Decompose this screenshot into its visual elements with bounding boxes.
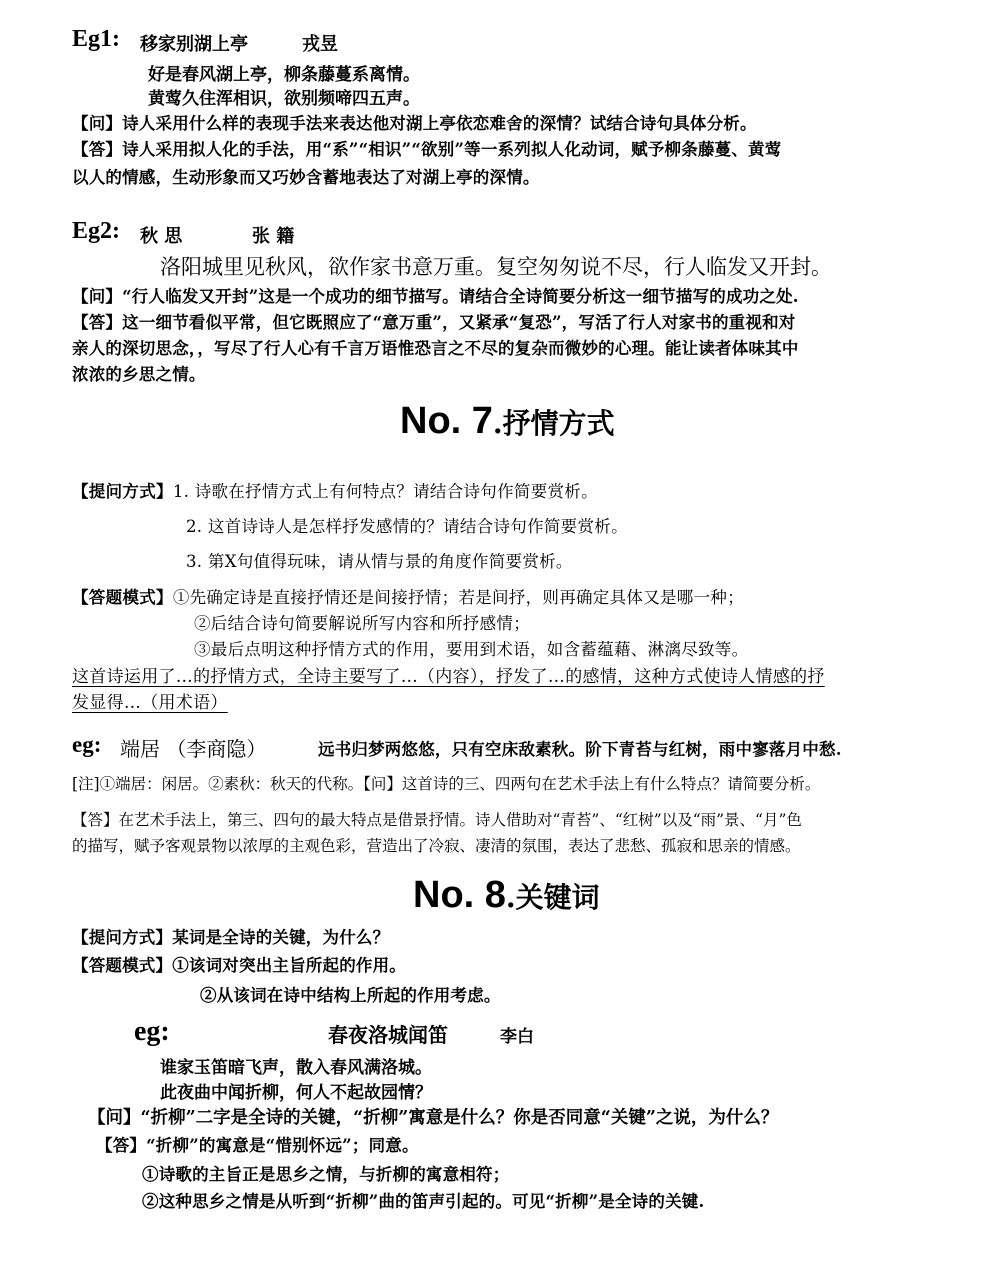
eg1-question: 【问】诗人采用什么样的表现手法来表达他对湖上亭依恋难舍的深情？试结合诗句具体分析。 <box>72 114 757 133</box>
eg1-poem-line: 好是春风湖上亭，柳条藤蔓系离情。 <box>148 65 420 85</box>
mode-item: ②后结合诗句简要解说所写内容和所抒感情； <box>194 614 530 633</box>
mode-label-text: 【答题模式】 <box>72 588 173 607</box>
ask-item: 3. 第X句值得玩味，请从情与景的角度作简要赏析。 <box>186 552 573 571</box>
eg-note: [注]①端居：闲居。②素秋：秋天的代称。【问】这首诗的三、四两句在艺术手法上有什么特点？请简要分析。 <box>72 775 821 793</box>
answer-item: ②这种思乡之情是从听到“折柳”曲的笛声引起的。可见“折柳”是全诗的关键. <box>142 1192 705 1211</box>
eg2-poem: 洛阳城里见秋风，欲作家书意万重。复空匆匆说不尽，行人临发又开封。 <box>160 255 832 279</box>
section-number: No. 8 <box>413 874 506 916</box>
mode-item: ②从该词在诗中结构上所起的作用考虑。 <box>200 986 501 1005</box>
eg-author: 李白 <box>500 1027 534 1047</box>
ask-item: 2. 这首诗诗人是怎样抒发感情的？请结合诗句作简要赏析。 <box>186 517 628 536</box>
eg2-title: 秋 思 <box>140 226 183 247</box>
ask-label-text: 【提问方式】 <box>72 482 173 501</box>
mode-label <box>72 584 744 608</box>
mode-item: ①先确定诗是直接抒情还是间接抒情；若是间抒，则再确定具体又是哪一种； <box>172 588 745 607</box>
eg-answer: 【答】在艺术手法上，第三、四句的最大特点是借景抒情。诗人借助对“青苔”、“红树”以及“雨”景、“月”色 <box>72 811 802 829</box>
eg2-question: 【问】“行人临发又开封”这是一个成功的细节描写。请结合全诗简要分析这一细节描写的成功之处. <box>72 287 799 306</box>
section-heading <box>400 400 615 443</box>
eg1-title: 移家别湖上亭 <box>140 34 248 55</box>
eg2-answer-cont: 亲人的深切思念，，写尽了行人心有千言万语惟恐言之不尽的复杂而微妙的心理。能让读者体味其中 <box>72 339 799 358</box>
eg1-author: 戎昱 <box>302 34 338 55</box>
eg-title: 春夜洛城闻笛 <box>328 1023 448 1047</box>
ask-item: 1. 诗歌在抒情方式上有何特点？请结合诗句作简要赏析。 <box>172 482 598 501</box>
eg-label-text: eg: <box>72 732 102 757</box>
poem-line: 谁家玉笛暗飞声，散入春风满洛城。 <box>160 1058 432 1078</box>
section-title: .关键词 <box>505 881 600 914</box>
ask: 【提问方式】某词是全诗的关键，为什么？ <box>72 928 390 947</box>
eg1-answer: 【答】诗人采用拟人化的手法，用“系”“相识”“欲别”等一系列拟人化动词，赋予柳条藤蔓、黄莺 <box>72 140 782 159</box>
eg2-label: Eg2: <box>72 218 120 244</box>
eg1-label: Eg1: <box>72 26 120 52</box>
eg-answer-cont: 的描写，赋予客观景物以浓厚的主观色彩，营造出了冷寂、凄清的氛围，表达了悲愁、孤寂和思亲的情感。 <box>72 837 801 855</box>
answer: 【答】“折柳”的寓意是“惜别怀远”；同意。 <box>96 1136 419 1155</box>
ask-label <box>72 478 598 502</box>
answer-item: ①诗歌的主旨正是思乡之情，与折柳的寓意相符； <box>142 1165 510 1184</box>
eg2-author: 张 籍 <box>252 226 295 247</box>
eg1-answer-cont: 以人的情感，生动形象而又巧妙含蓄地表达了对湖上亭的深情。 <box>72 168 540 187</box>
section-number: No. 7 <box>400 400 493 442</box>
question: 【问】“折柳”二字是全诗的关键，“折柳”寓意是什么？你是否同意“关键”之说，为什么？ <box>88 1108 779 1128</box>
eg2-answer: 【答】这一细节看似平常，但它既照应了“意万重”，又紧承“复恐”，写活了行人对家书的重视和对 <box>72 313 796 332</box>
mode-item: 【答题模式】①该词对突出主旨所起的作用。 <box>72 956 406 975</box>
section-heading <box>413 874 600 917</box>
eg-label <box>72 732 101 758</box>
poem-line: 此夜曲中闻折柳，何人不起故园情？ <box>160 1083 432 1103</box>
eg1-poem-line: 黄莺久住浑相识，欲别频啼四五声。 <box>148 89 420 109</box>
eg2-answer-cont: 浓浓的乡思之情。 <box>72 365 206 384</box>
mode-item: ③最后点明这种抒情方式的作用，要用到术语，如含蓄蕴藉、淋漓尽致等。 <box>194 640 749 659</box>
eg-title: 端居 （李商隐） <box>120 737 267 761</box>
answer-template-cont: 发显得…（用术语） <box>72 693 228 713</box>
section-title: .抒情方式 <box>492 407 615 440</box>
eg-label: eg: <box>134 1016 170 1047</box>
answer-template: 这首诗运用了…的抒情方式，全诗主要写了…（内容），抒发了…的感情，这种方式使诗人情感的抒 <box>72 667 825 687</box>
eg-poem: 远书归梦两悠悠，只有空床敌素秋。阶下青苔与红树，雨中寥落月中愁. <box>318 740 842 759</box>
